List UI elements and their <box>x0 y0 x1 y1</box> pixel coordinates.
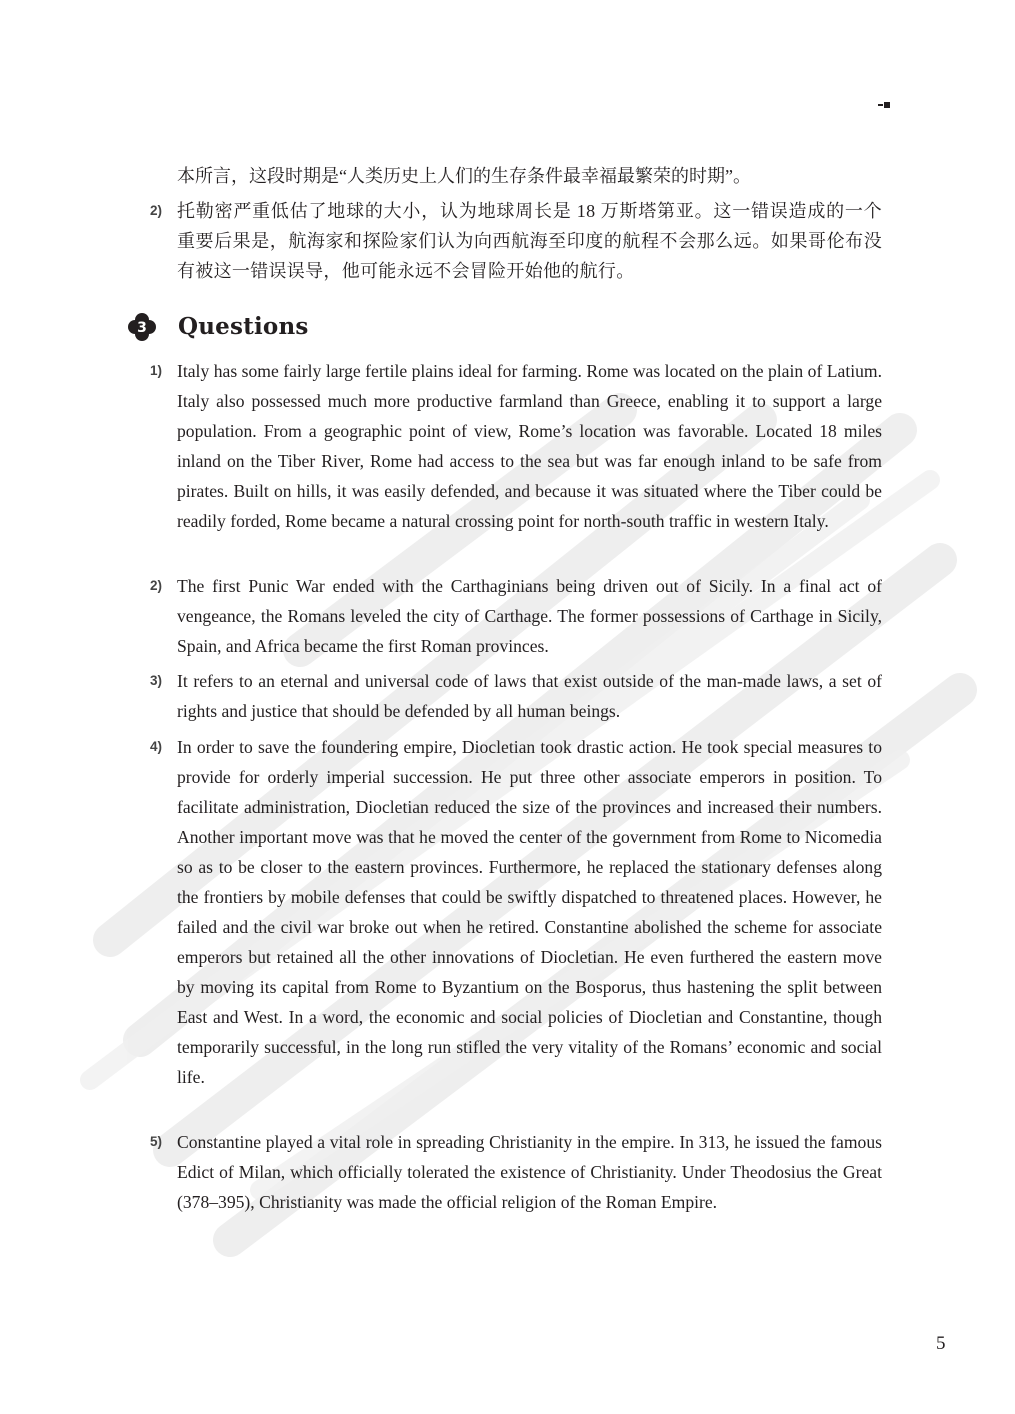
item-text: 托勒密严重低估了地球的大小，认为地球周长是 18 万斯塔第亚。这一错误造成的一个重要后果是，航海家和探险家们认为向西航海至印度的航程不会那么远。如果哥伦布没有被这一错误误导，他可能永远不会冒险开始他的航行。 <box>177 201 882 281</box>
item-number: 2) <box>150 578 163 593</box>
svg-text:3: 3 <box>137 320 147 336</box>
item-number: 2) <box>150 203 163 218</box>
item-text: It refers to an eternal and universal code of laws that exist outside of the man-made laws, a set of rights and justice that should be defended by all human beings. <box>177 671 882 721</box>
page-number: 5 <box>936 1333 946 1354</box>
section-marker-icon <box>878 101 891 109</box>
item-number: 1) <box>150 363 163 378</box>
item-number: 4) <box>150 739 163 754</box>
question-item <box>150 666 882 726</box>
question-item <box>150 356 882 536</box>
section-title: Questions <box>178 313 309 340</box>
number-3-flower-badge-icon <box>127 312 157 342</box>
answer-item-2-cn <box>150 196 882 286</box>
item-text: Constantine played a vital role in spreading Christianity in the empire. In 313, he issued the famous Edict of Milan, which officially tolerated the existence of Christianity. Under Theodosius the Great (378–395), Christianity was made the official religion of the Roman Empire. <box>177 1132 882 1212</box>
question-item <box>150 732 882 1092</box>
question-item <box>150 1127 882 1217</box>
item-text: Italy has some fairly large fertile plains ideal for farming. Rome was located on the plain of Latium. Italy also possessed much more productive farmland than Greece, enabling it to support a large population. From a geographic point of view, Rome’s location was favorable. Located 18 miles inland on the Tiber River, Rome had access to the sea but was far enough inland to be safe from pirates. Built on hills, it was easily defended, and because it was situated where the Tiber could be readily forded, Rome became a natural crossing point for north-south traffic in western Italy. <box>177 361 882 531</box>
continuation-text: 本所言，这段时期是“人类历史上人们的生存条件最幸福最繁荣的时期”。 <box>177 166 751 186</box>
item-text: The first Punic War ended with the Carthaginians being driven out of Sicily. In a final act of vengeance, the Romans leveled the city of Carthage. The former possessions of Carthage in Sicily, Spain, and Africa became the first Roman provinces. <box>177 576 882 656</box>
item-text: In order to save the foundering empire, Diocletian took drastic action. He took special measures to provide for orderly imperial succession. He put three other associate emperors in position. To facilitate administration, Diocletian reduced the size of the provinces and increased their numbers. Another important move was that he moved the center of the government from Rome to Nicomedia so as to be closer to the eastern provinces. Furthermore, he replaced the stationary defenses along the frontiers by mobile defenses that could be swiftly dispatched to threatened places. However, he failed and the civil war broke out when he retired. Constantine abolished the scheme for associate emperors but retained all the other innovations of Diocletian. He even furthered the eastern move by moving its capital from Rome to Byzantium on the Bosporus, thus hastening the split between East and West. In a word, the economic and social policies of Diocletian and Constantine, though temporarily successful, in the long run stifled the very vitality of the Romans’ economic and social life. <box>177 737 882 1087</box>
question-item <box>150 571 882 661</box>
item-number: 5) <box>150 1134 163 1149</box>
item-number: 3) <box>150 673 163 688</box>
